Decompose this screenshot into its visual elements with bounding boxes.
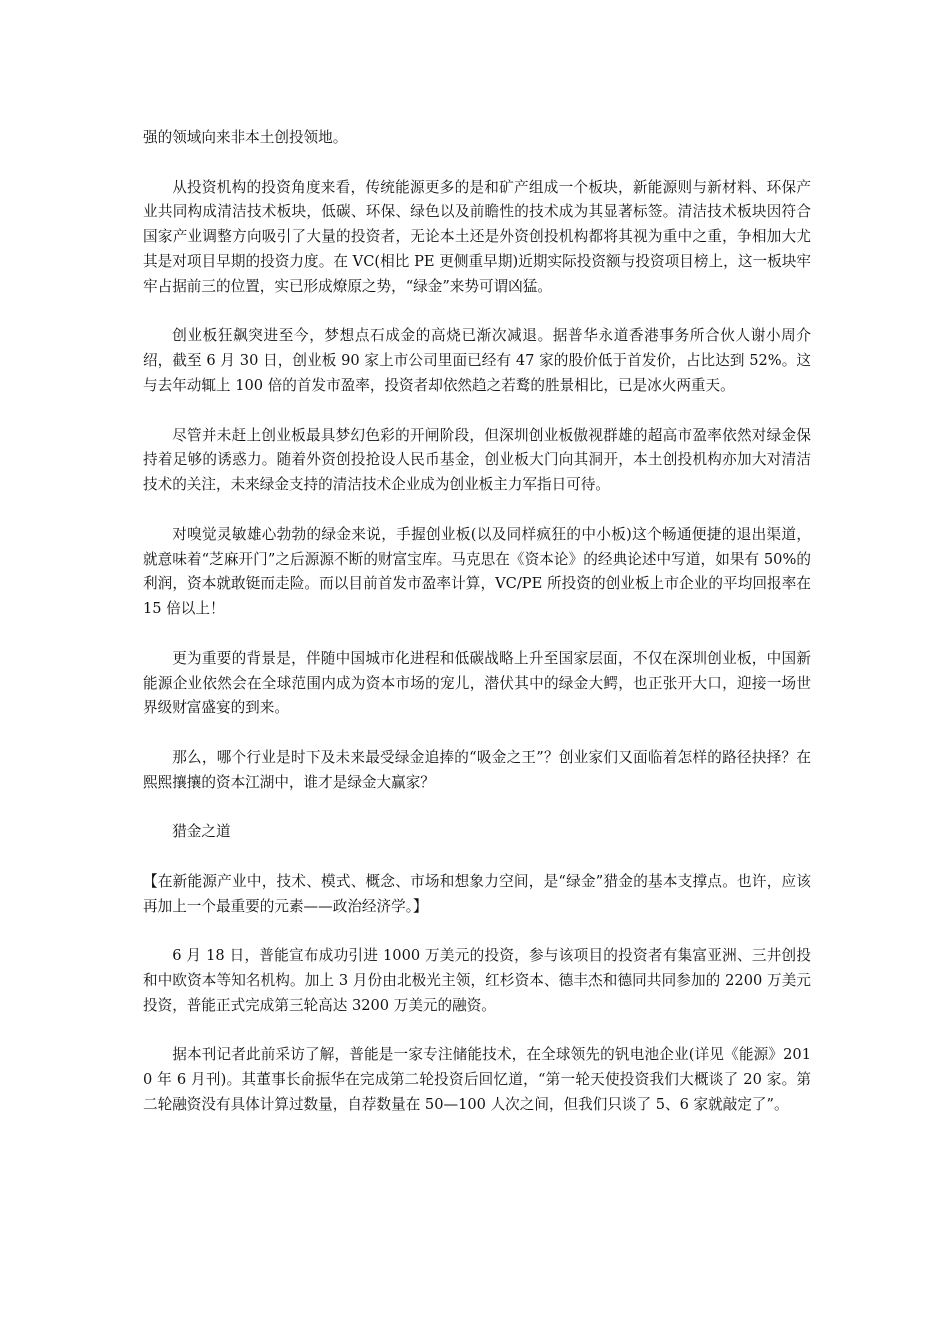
section-summary: 【在新能源产业中，技术、模式、概念、市场和想象力空间，是“绿金”猎金的基本支撑点。也许，应该再加上一个最重要的元素——政治经济学。】 [143, 872, 811, 915]
paragraph-continuation: 强的领域向来非本土创投领地。 [143, 129, 348, 146]
paragraph: 6 月 18 日，普能宣布成功引进 1000 万美元的投资，参与该项目的投资者有集富亚洲、三井创投和中欧资本等知名机构。加上 3 月份由北极光主领，红杉资本、德丰杰和德同共同参加的 2200 万美元投资，普能正式完成第三轮高达 3200 万美元的融资。 [143, 947, 812, 1014]
article-body [143, 126, 811, 1143]
paragraph: 对嗅觉灵敏雄心勃勃的绿金来说，手握创业板(以及同样疯狂的中小板)这个畅通便捷的退出渠道，就意味着“芝麻开门”之后源源不断的财富宝库。马克思在《资本论》的经典论述中写道，如果有 50%的利润，资本就敢铤而走险。而以目前首发市盈率计算，VC/PE 所投资的创业板上市企业的平均回报率在 15 倍以上！ [143, 525, 811, 618]
paragraph: 据本刊记者此前采访了解，普能是一家专注储能技术，在全球领先的钒电池企业(详见《能源》2010 年 6 月刊)。其董事长俞振华在完成第二轮投资后回忆道，“第一轮天使投资我们大概谈了 20 家。第二轮融资没有具体计算过数量，自荐数量在 50—100 人次之间，但我们只谈了 5、6 家就敲定了”。 [143, 1046, 811, 1114]
paragraph: 尽管并未赶上创业板最具梦幻色彩的开闸阶段，但深圳创业板傲视群雄的超高市盈率依然对绿金保持着足够的诱惑力。随着外资创投抢设人民币基金，创业板大门向其洞开，本土创投机构亦加大对清洁技术的关注，未来绿金支持的清洁技术企业成为创业板主力军指日可待。 [143, 426, 811, 494]
section-heading: 猎金之道 [172, 823, 231, 841]
paragraph: 从投资机构的投资角度来看，传统能源更多的是和矿产组成一个板块，新能源则与新材料、环保产业共同构成清洁技术板块，低碳、环保、绿色以及前瞻性的技术成为其显著标签。清洁技术板块因符合国家产业调整方向吸引了大量的投资者，无论本土还是外资创投机构都将其视为重中之重，争相加大尤其是对项目早期的投资力度。在 VC(相比 PE 更侧重早期)近期实际投资额与投资项目榜上，这一板块牢牢占据前三的位置，实已形成燎原之势，“绿金”来势可谓凶猛。 [143, 178, 811, 295]
paragraph: 创业板狂飙突进至今，梦想点石成金的高烧已渐次减退。据普华永道香港事务所合伙人谢小周介绍，截至 6 月 30 日，创业板 90 家上市公司里面已经有 47 家的股价低于首发价，占比达到 52%。这与去年动辄上 100 倍的首发市盈率，投资者却依然趋之若鹜的胜景相比，已是冰火两重天。 [143, 327, 811, 394]
paragraph: 更为重要的背景是，伴随中国城市化进程和低碳战略上升至国家层面，不仅在深圳创业板，中国新能源企业依然会在全球范围内成为资本市场的宠儿，潜伏其中的绿金大鳄，也正张开大口，迎接一场世界级财富盛宴的到来。 [143, 649, 811, 717]
paragraph: 那么，哪个行业是时下及未来最受绿金追捧的“吸金之王”？创业家们又面临着怎样的路径抉择？在熙熙攘攘的资本江湖中，谁才是绿金大赢家？ [143, 748, 811, 791]
